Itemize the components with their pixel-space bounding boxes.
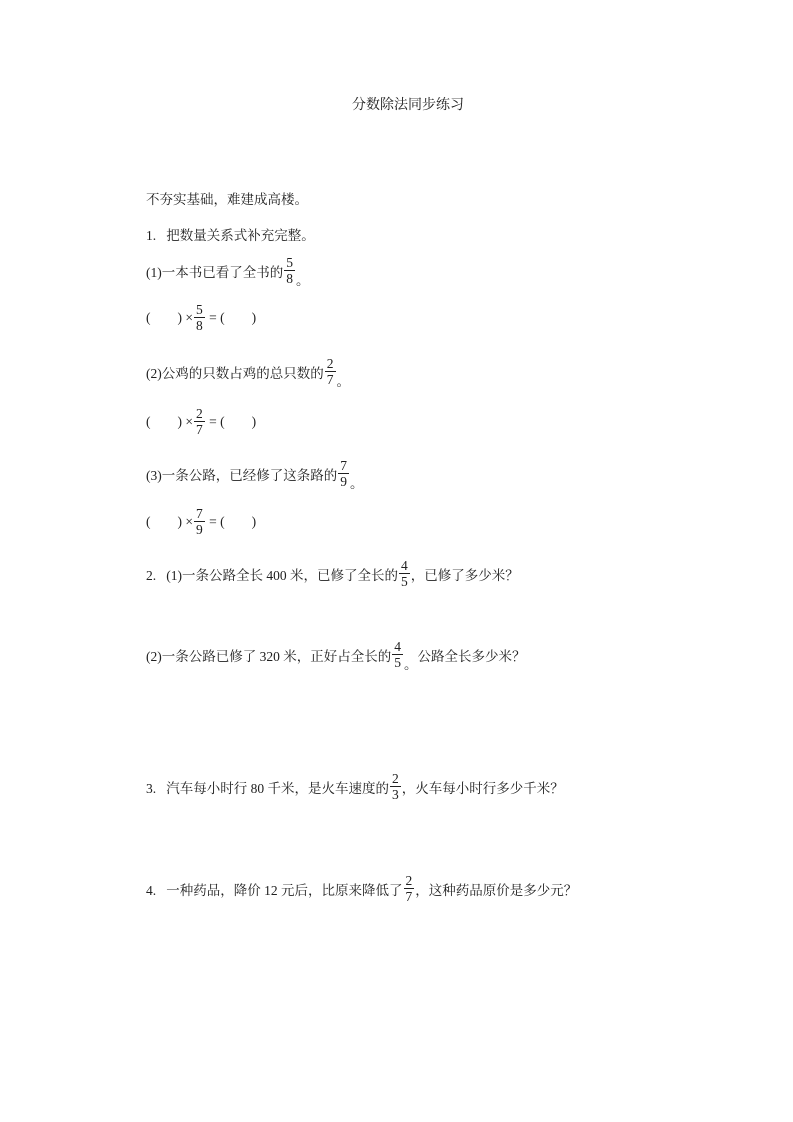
fraction-numerator: 5 [286, 255, 293, 270]
fraction-numerator: 2 [326, 356, 334, 371]
text-segment: = ( ) [205, 513, 257, 529]
problem-1-part-3 [146, 457, 793, 490]
text-segment [350, 464, 364, 491]
fraction-numerator: 7 [195, 506, 203, 521]
text-segment: ( ) × [146, 309, 193, 325]
problem-1-part-3-equation [146, 505, 793, 538]
worksheet-title: 分数除法同步练习 [352, 98, 464, 113]
problem-3 [146, 770, 793, 803]
fraction-denominator: 3 [392, 787, 399, 802]
problem-1-header [146, 224, 793, 244]
period-after-fraction: 。 [336, 373, 350, 389]
fraction-denominator: 7 [405, 889, 413, 904]
fraction-denominator: 8 [286, 271, 293, 286]
fraction [404, 874, 415, 903]
text-segment: 1. 把数量关系式补充完整。 [146, 228, 315, 243]
problem-2-part-2 [146, 638, 793, 671]
fraction-denominator: 8 [195, 318, 203, 333]
text-segment: ( ) × [146, 513, 193, 529]
text-segment: (2)一条公路已修了 320 米，正好占全长的 [146, 648, 392, 664]
fraction-numerator: 7 [340, 458, 347, 473]
text-segment: ，已修了多少米？ [410, 567, 519, 583]
problem-1-part-1-equation [146, 301, 793, 334]
fraction-numerator: 2 [195, 406, 203, 421]
problem-1-part-2 [146, 355, 793, 388]
fraction [392, 640, 403, 669]
fraction [390, 772, 401, 801]
text-segment: 2. (1)一条公路全长 400 米，已修了全长的 [146, 567, 398, 583]
fraction-denominator: 5 [394, 655, 401, 670]
text-segment: ( ) × [146, 413, 193, 429]
text-segment: 不夯实基础，难建成高楼。 [146, 192, 308, 207]
text-segment: ，火车每小时行多少千米？ [401, 780, 564, 796]
fraction [338, 459, 349, 488]
fraction-denominator: 9 [195, 522, 203, 537]
text-segment: (1)一本书已看了全书的 [146, 264, 284, 280]
period-after-fraction: 。 [350, 475, 364, 491]
fraction [194, 407, 205, 436]
problem-1-part-1 [146, 254, 793, 287]
fraction [325, 357, 336, 386]
text-segment: 3. 汽车每小时行 80 千米，是火车速度的 [146, 780, 389, 796]
motto [146, 188, 793, 208]
period-after-fraction: 。 [296, 272, 310, 288]
fraction [284, 256, 295, 285]
fraction-numerator: 5 [195, 302, 203, 317]
fraction-numerator: 4 [394, 639, 401, 654]
text-segment: = ( ) [205, 413, 257, 429]
fraction-numerator: 2 [405, 873, 413, 888]
worksheet-body [146, 115, 793, 905]
text-segment: = ( ) [205, 309, 257, 325]
text-segment: ，这种药品原价是多少元？ [415, 882, 578, 898]
fraction-denominator: 5 [401, 574, 408, 589]
text-segment: (3)一条公路，已经修了这条路的 [146, 467, 338, 483]
fraction [194, 507, 205, 536]
fraction [194, 303, 205, 332]
text-segment: (2)公鸡的只数占鸡的总只数的 [146, 365, 324, 381]
text-segment [336, 362, 351, 389]
text-segment [404, 645, 526, 672]
problem-4 [146, 872, 793, 905]
fraction-denominator: 9 [340, 474, 347, 489]
problem-1-part-2-equation [146, 405, 793, 438]
text-segment: 公路全长多少米？ [417, 648, 526, 664]
fraction [399, 559, 410, 588]
problem-2-part-1 [146, 557, 793, 590]
period-after-fraction: 。 [404, 656, 418, 672]
fraction-denominator: 7 [326, 372, 334, 387]
fraction-denominator: 7 [195, 422, 203, 437]
fraction-numerator: 4 [401, 558, 408, 573]
fraction-numerator: 2 [392, 771, 399, 786]
text-segment: 4. 一种药品，降价 12 元后，比原来降低了 [146, 882, 403, 898]
text-segment [296, 261, 310, 288]
